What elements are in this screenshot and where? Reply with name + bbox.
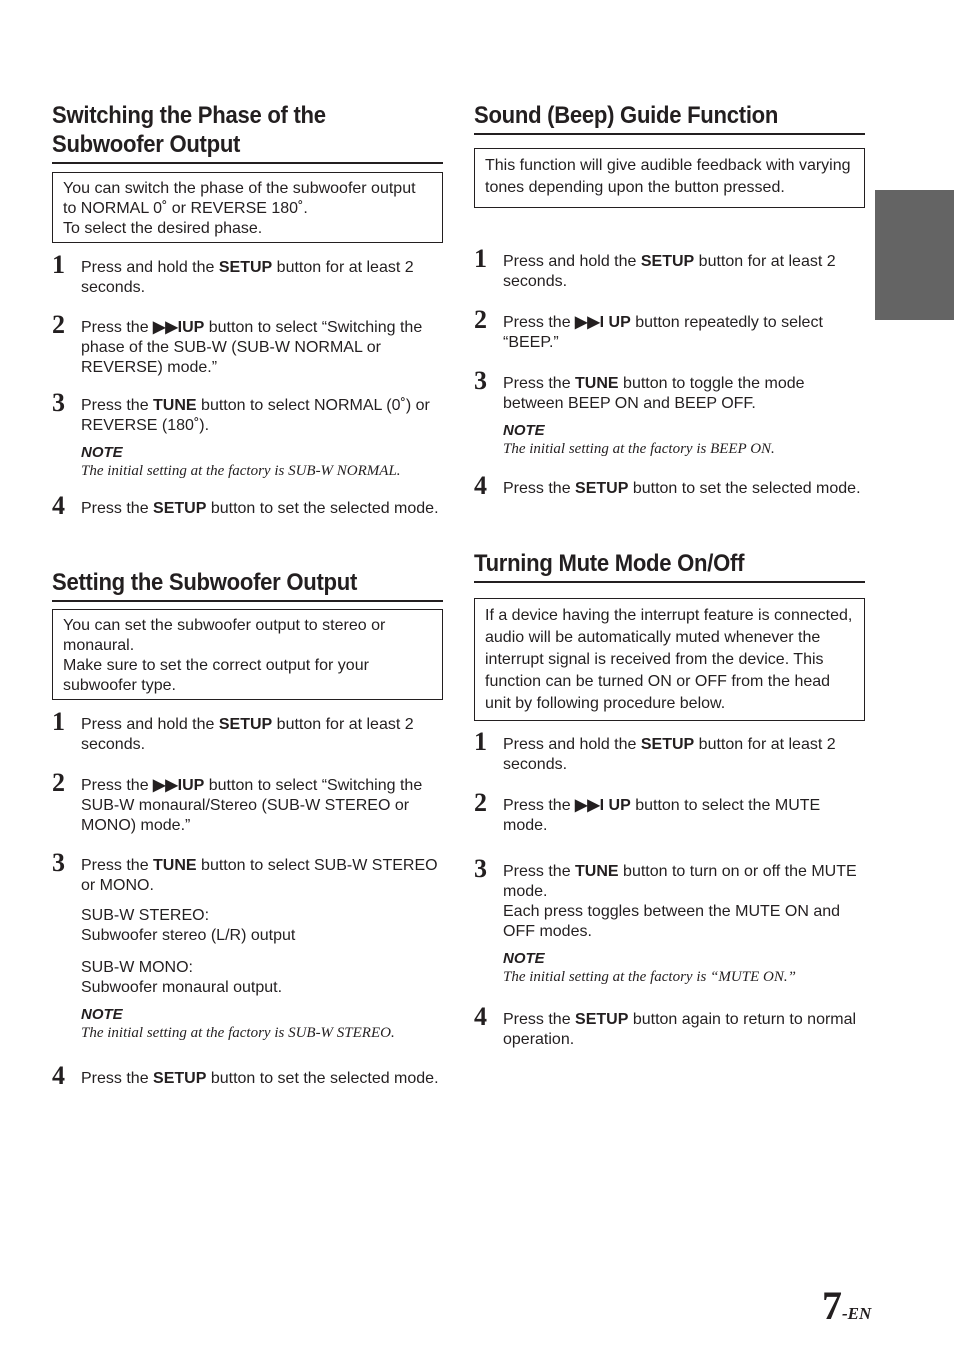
- step-text: button to set the selected mode.: [628, 480, 861, 497]
- button-name: SETUP: [575, 1011, 629, 1028]
- button-name: SETUP: [218, 716, 273, 733]
- step-4: [52, 1061, 443, 1090]
- step-1: [52, 707, 443, 755]
- step-text: Press the: [81, 1070, 154, 1087]
- step-text: Press the: [503, 375, 576, 392]
- step-text: button to set the selected mode.: [206, 500, 439, 517]
- section-title: Turning Mute Mode On/Off: [474, 549, 865, 583]
- intro-text: You can switch the phase of the subwoofer output: [63, 180, 416, 197]
- step-text: button to select NORMAL (0˚) or REVERSE (180˚).: [81, 397, 430, 434]
- step-text: button to select “Switching the phase of the SUB-W (SUB-W NORMAL or REVERSE) mode.”: [81, 319, 423, 376]
- page-language-suffix: -EN: [842, 1304, 872, 1323]
- step-text: Press and hold the: [81, 716, 219, 733]
- intro-box: [52, 609, 443, 700]
- option-stereo: [81, 906, 443, 946]
- option-heading: SUB-W STEREO:: [81, 907, 210, 924]
- page-number: [822, 1284, 871, 1328]
- step-text: button to select “Switching the SUB-W monaural/Stereo (SUB-W STEREO or MONO) mode.”: [81, 777, 423, 834]
- intro-text: To select the desired phase.: [63, 220, 263, 237]
- step-text: Press the: [503, 797, 576, 814]
- step-text: button to turn on or off the MUTE mode.: [503, 863, 857, 900]
- step-4: [474, 1002, 865, 1050]
- page-number-digit: 7: [822, 1283, 842, 1328]
- note-heading: NOTE: [81, 444, 123, 461]
- button-name: ▶▶IUP: [153, 777, 205, 794]
- button-name: SETUP: [218, 259, 273, 276]
- step-text: Press the: [81, 857, 154, 874]
- step-text: button again to return to normal operation.: [503, 1011, 857, 1048]
- step-2: [52, 310, 443, 378]
- option-description: Subwoofer monaural output.: [81, 979, 283, 996]
- step-text: Press the: [81, 777, 154, 794]
- step-4: [52, 491, 443, 520]
- intro-text: to NORMAL 0˚ or REVERSE 180˚.: [63, 200, 308, 217]
- step-text: Press the: [503, 863, 576, 880]
- section-subwoofer-output: [52, 568, 443, 700]
- step-number: 1: [474, 727, 487, 756]
- step-text: button to select the MUTE mode.: [503, 797, 821, 834]
- option-heading: SUB-W MONO:: [81, 959, 193, 976]
- intro-box: [474, 148, 865, 208]
- note-text: The initial setting at the factory is “MUTE ON.”: [503, 969, 796, 985]
- note-text: The initial setting at the factory is SUB-W NORMAL.: [81, 463, 401, 479]
- section-title: Setting the Subwoofer Output: [52, 568, 443, 602]
- step-text: button to toggle the mode between BEEP ON and BEEP OFF.: [503, 375, 805, 412]
- intro-text: This function will give audible feedback with varying tones depending upon the button pressed.: [485, 157, 851, 196]
- intro-box: [474, 598, 865, 721]
- intro-text: You can set the subwoofer output to stereo or monaural.: [63, 617, 386, 654]
- step-2: [474, 788, 865, 836]
- intro-text: Make sure to set the correct output for your subwoofer type.: [63, 657, 369, 694]
- edge-tab: [875, 190, 954, 320]
- step-text: button repeatedly to select “BEEP.”: [503, 314, 823, 351]
- step-3: [52, 388, 443, 480]
- step-text: Press and hold the: [503, 253, 641, 270]
- intro-box: [52, 172, 443, 243]
- button-name: TUNE: [575, 375, 619, 392]
- button-name: TUNE: [575, 863, 619, 880]
- step-text: Press the: [503, 1011, 576, 1028]
- step-number: 4: [52, 491, 65, 520]
- note-heading: NOTE: [503, 422, 545, 439]
- button-name: ▶▶IUP: [153, 319, 205, 336]
- step-text: Press the: [81, 397, 154, 414]
- button-name: SETUP: [153, 1070, 207, 1087]
- step-number: 3: [474, 366, 487, 395]
- step-number: 3: [52, 388, 65, 417]
- step-1: [474, 727, 865, 775]
- step-text: Press the: [81, 500, 154, 517]
- step-number: 4: [474, 471, 487, 500]
- step-text: button to set the selected mode.: [206, 1070, 439, 1087]
- step-extra-text: Each press toggles between the MUTE ON and OFF modes.: [503, 903, 841, 940]
- step-number: 2: [52, 310, 65, 339]
- step-text: Press the: [503, 480, 576, 497]
- button-name: SETUP: [640, 253, 695, 270]
- step-text: button for at least 2 seconds.: [81, 716, 414, 753]
- step-text: Press and hold the: [81, 259, 219, 276]
- step-1: [474, 244, 865, 292]
- step-text: button for at least 2 seconds.: [503, 253, 836, 290]
- section-title: Sound (Beep) Guide Function: [474, 101, 865, 135]
- step-2: [52, 768, 443, 836]
- step-text: Press the: [503, 314, 576, 331]
- button-name: SETUP: [153, 500, 207, 517]
- step-number: 1: [52, 707, 65, 736]
- step-number: 4: [52, 1061, 65, 1090]
- button-name: ▶▶I UP: [575, 797, 631, 814]
- step-number: 2: [474, 788, 487, 817]
- button-name: SETUP: [640, 736, 695, 753]
- title-line-2: Subwoofer Output: [52, 131, 241, 158]
- step-number: 3: [474, 854, 487, 883]
- step-number: 1: [52, 250, 65, 279]
- step-number: 1: [474, 244, 487, 273]
- section-beep-guide: [474, 101, 865, 208]
- step-2: [474, 305, 865, 353]
- button-name: ▶▶I UP: [575, 314, 631, 331]
- section-mute-mode: [474, 549, 865, 721]
- step-text: button to select SUB-W STEREO or MONO.: [81, 857, 438, 894]
- option-mono: [81, 958, 443, 998]
- step-number: 4: [474, 1002, 487, 1031]
- step-text: button for at least 2 seconds.: [503, 736, 836, 773]
- step-3: [474, 366, 865, 458]
- step-number: 2: [52, 768, 65, 797]
- note-text: The initial setting at the factory is BEEP ON.: [503, 441, 775, 457]
- button-name: SETUP: [575, 480, 629, 497]
- step-3: [52, 848, 443, 1042]
- button-name: TUNE: [153, 397, 197, 414]
- section-title: [52, 101, 443, 164]
- title-line-1: Switching the Phase of the: [52, 102, 326, 129]
- step-number: 2: [474, 305, 487, 334]
- note-heading: NOTE: [81, 1006, 123, 1023]
- step-text: Press and hold the: [503, 736, 641, 753]
- button-name: TUNE: [153, 857, 197, 874]
- step-text: Press the: [81, 319, 154, 336]
- step-4: [474, 471, 865, 500]
- section-subwoofer-phase: [52, 101, 443, 243]
- intro-text: If a device having the interrupt feature is connected, audio will be automatically muted whenever the interrupt signal is received from the device. This function can be turned ON or OFF from the head unit by following procedure below.: [485, 607, 853, 712]
- step-text: button for at least 2 seconds.: [81, 259, 414, 296]
- note-heading: NOTE: [503, 950, 545, 967]
- option-description: Subwoofer stereo (L/R) output: [81, 927, 296, 944]
- note-text: The initial setting at the factory is SUB-W STEREO.: [81, 1025, 395, 1041]
- step-3: [474, 854, 865, 986]
- step-number: 3: [52, 848, 65, 877]
- step-1: [52, 250, 443, 298]
